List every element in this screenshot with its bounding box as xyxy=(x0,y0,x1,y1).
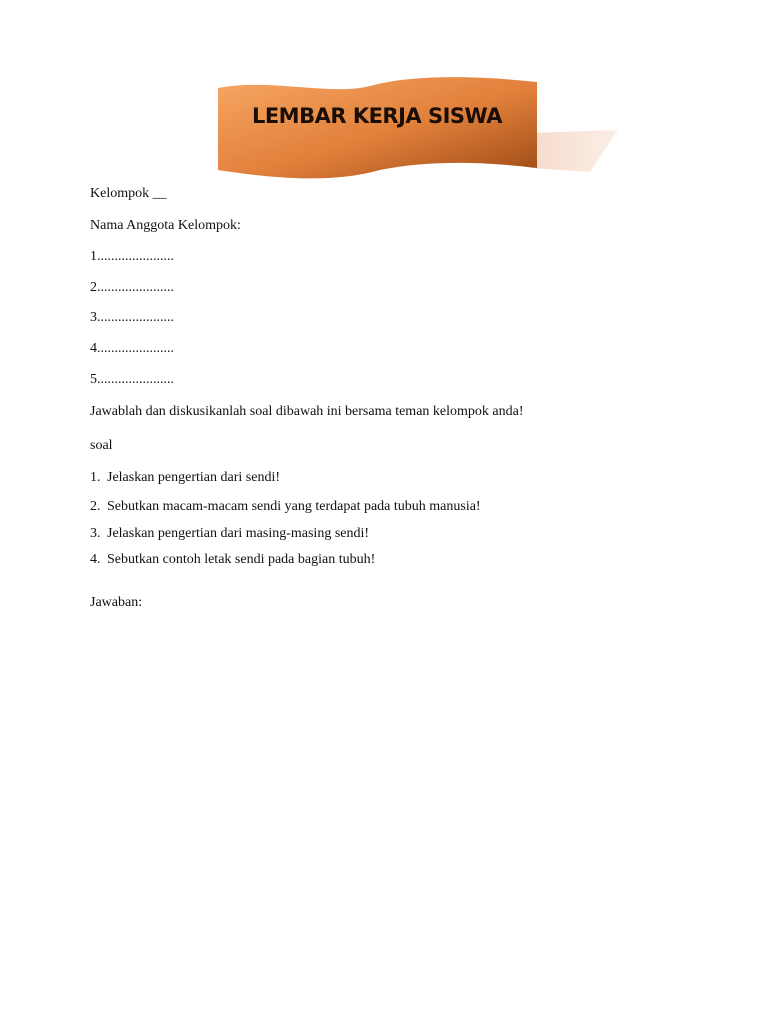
question-number: 4. xyxy=(90,552,101,567)
question-number: 2. xyxy=(90,499,101,514)
banner-shadow xyxy=(530,130,618,172)
page-title: LEMBAR KERJA SISWA xyxy=(251,104,503,128)
question-number: 1. xyxy=(90,470,101,485)
group-label: Kelompok __ xyxy=(90,186,167,201)
question-text: Sebutkan contoh letak sendi pada bagian tubuh! xyxy=(107,552,376,567)
instruction: Jawablah dan diskusikanlah soal dibawah ini bersama teman kelompok anda! xyxy=(90,404,524,419)
member-line-3: 3...................... xyxy=(90,310,174,325)
question-item xyxy=(90,552,375,568)
question-text: Sebutkan macam-macam sendi yang terdapat pada tubuh manusia! xyxy=(107,499,481,514)
question-item xyxy=(90,470,280,486)
members-label: Nama Anggota Kelompok: xyxy=(90,218,241,233)
member-line-2: 2...................... xyxy=(90,280,174,295)
question-item xyxy=(90,499,481,515)
question-text: Jelaskan pengertian dari masing-masing sendi! xyxy=(107,526,370,541)
question-text: Jelaskan pengertian dari sendi! xyxy=(107,470,280,485)
title-banner xyxy=(200,70,630,190)
soal-label: soal xyxy=(90,438,113,453)
member-line-5: 5...................... xyxy=(90,372,174,387)
member-line-4: 4...................... xyxy=(90,341,174,356)
member-line-1: 1...................... xyxy=(90,249,174,264)
question-number: 3. xyxy=(90,526,101,541)
answer-label: Jawaban: xyxy=(90,595,143,610)
question-item xyxy=(90,526,369,542)
